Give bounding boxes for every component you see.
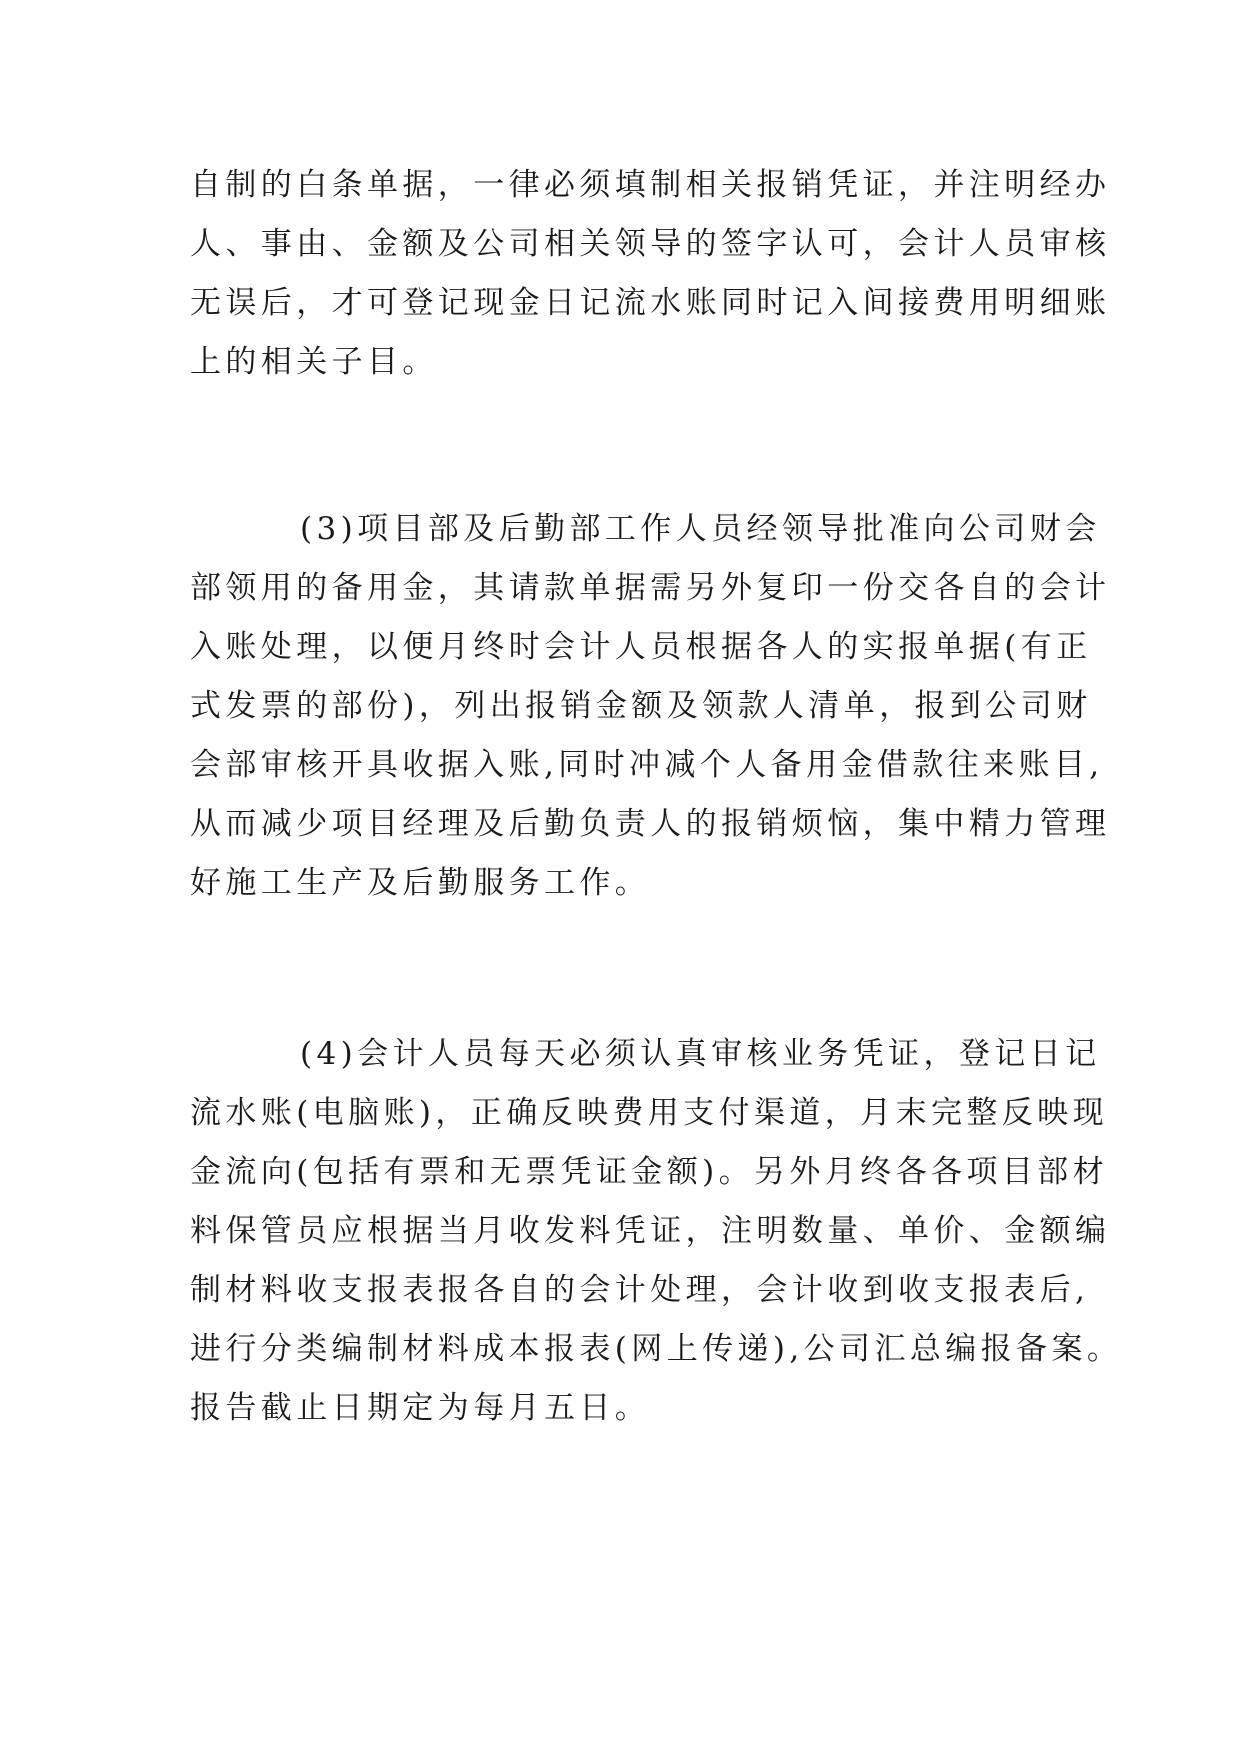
text-line: 流水账(电脑账)，正确反映费用支付渠道，月末完整反映现 xyxy=(190,1095,1108,1131)
text-line: 报告截止日期定为每月五日。 xyxy=(190,1390,651,1426)
text-line: 料保管员应根据当月收发料凭证，注明数量、单价、金额编 xyxy=(190,1213,1111,1249)
text-line: 金流向(包括有票和无票凭证金额)。另外月终各各项目部材 xyxy=(190,1154,1108,1190)
paragraph-receipts xyxy=(190,156,1111,392)
text-line: 式发票的部份)，列出报销金额及领款人清单，报到公司财 xyxy=(190,688,1092,724)
text-line: 无误后，才可登记现金日记流水账同时记入间接费用明细账 xyxy=(190,285,1111,321)
text-line: 会部审核开具收据入账,同时冲减个人备用金借款往来账目, xyxy=(190,747,1104,783)
text-line: 入账处理，以便月终时会计人员根据各人的实报单据(有正 xyxy=(190,629,1092,665)
text-line: 部领用的备用金，其请款单据需另外复印一份交各自的会计 xyxy=(190,570,1111,606)
text-line: 好施工生产及后勤服务工作。 xyxy=(190,865,651,901)
text-line: (4)会计人员每天必须认真审核业务凭证，登记日记 xyxy=(300,1036,1101,1072)
text-line: (3)项目部及后勤部工作人员经领导批准向公司财会 xyxy=(300,511,1101,547)
text-line: 制材料收支报表报各自的会计处理，会计收到收支报表后, xyxy=(190,1272,1090,1308)
paragraph-item-3 xyxy=(190,500,1111,913)
text-line: 上的相关子目。 xyxy=(190,344,438,380)
paragraph-item-4 xyxy=(190,1025,1123,1438)
text-line: 进行分类编制材料成本报表(网上传递),公司汇总编报备案。 xyxy=(190,1331,1123,1367)
text-line: 从而减少项目经理及后勤负责人的报销烦恼，集中精力管理 xyxy=(190,806,1111,842)
text-line: 人、事由、金额及公司相关领导的签字认可，会计人员审核 xyxy=(190,226,1111,262)
text-line: 自制的白条单据，一律必须填制相关报销凭证，并注明经办 xyxy=(190,167,1111,203)
